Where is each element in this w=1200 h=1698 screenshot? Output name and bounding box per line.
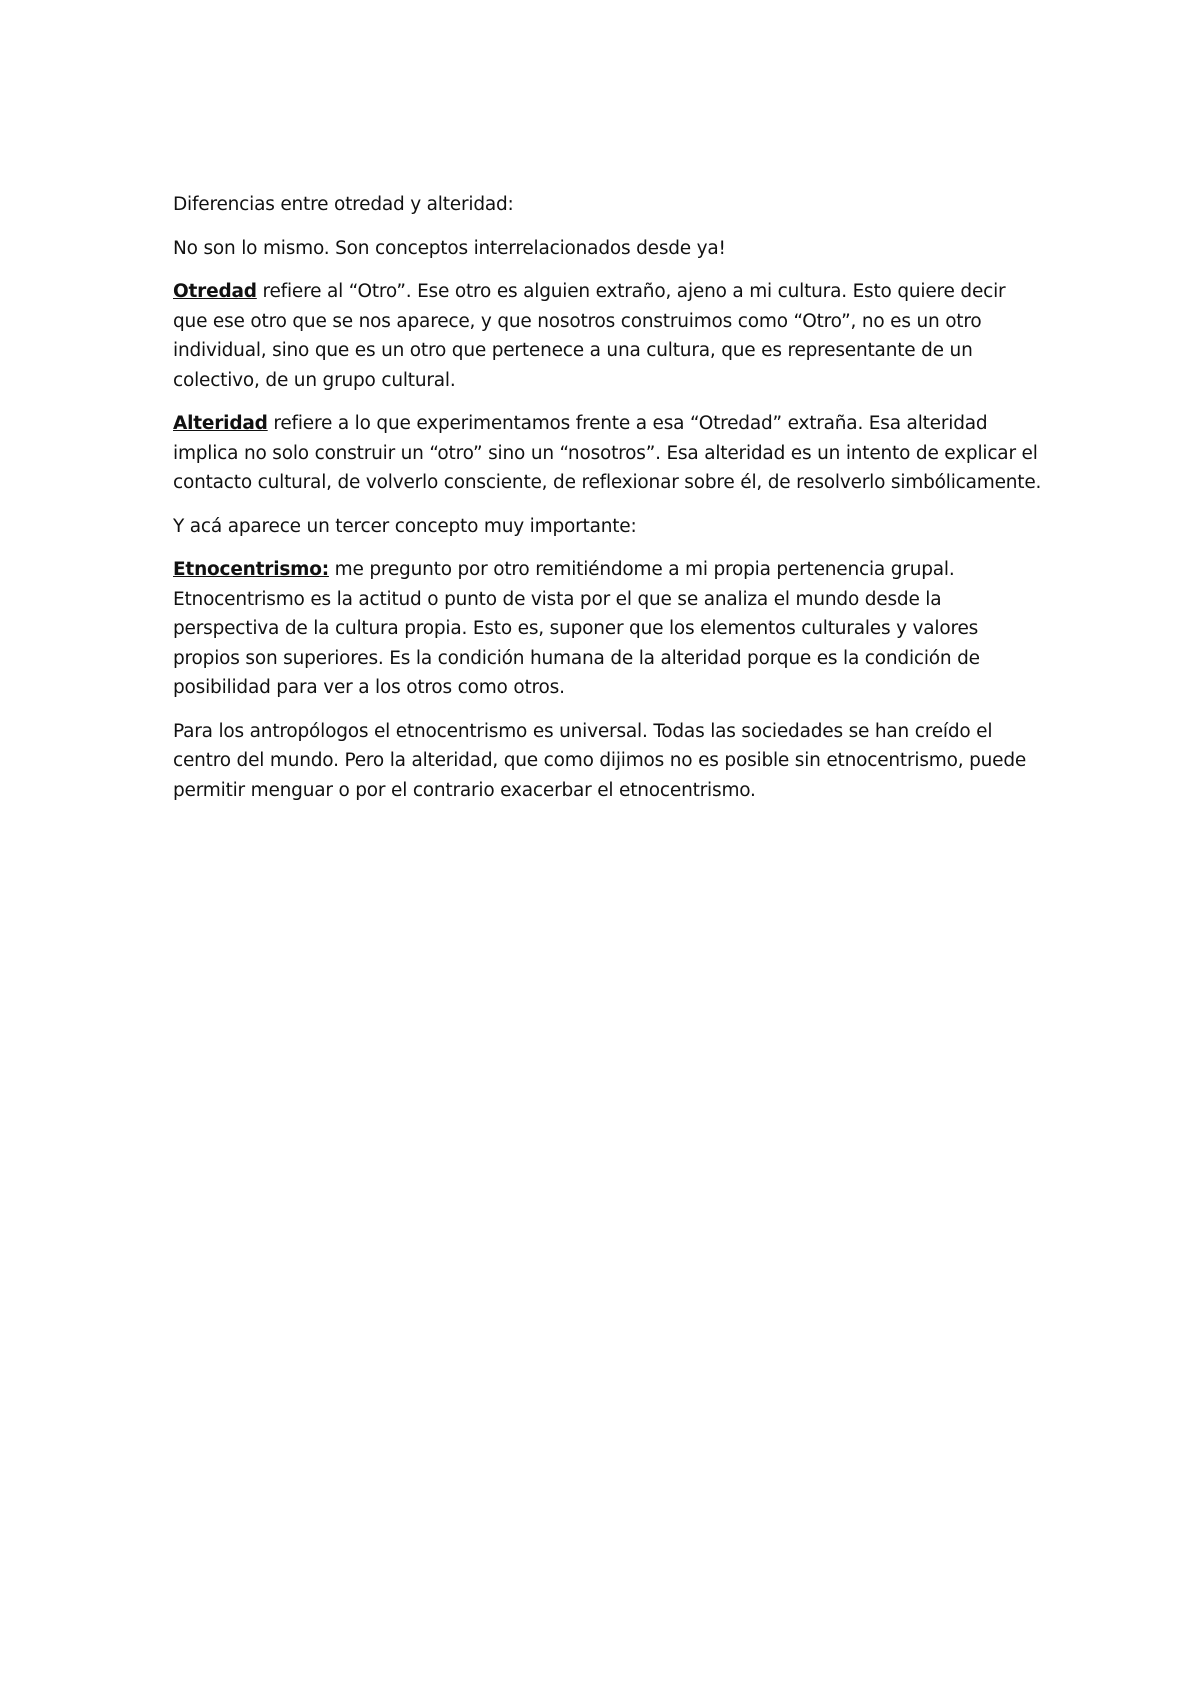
etnocentrismo-text: me pregunto por otro remitiéndome a mi propia pertenencia grupal. Etnocentrismo es la actitud o punto de vista por el que se analiza el mundo desde la perspectiva de la cultura propia. Esto es, suponer que los elementos culturales y valores propios son superiores. Es la condición humana de la alteridad porque es la condición de posibilidad para ver a los otros como otros. (173, 559, 980, 698)
closing-paragraph: Para los antropólogos el etnocentrismo es universal. Todas las sociedades se han creído el centro del mundo. Pero la alteridad, que como dijimos no es posible sin etnocentrismo, puede permitir menguar o por el contrario exacerbar el etnocentrismo. (173, 720, 1027, 801)
otredad-text: refiere al “Otro”. Ese otro es alguien extraño, ajeno a mi cultura. Esto quiere decir que ese otro que se nos aparece, y que nosotros construimos como “Otro”, no es un otro individual, sino que es un otro que pertenece a una cultura, que es representante de un colectivo, de un grupo cultural. (173, 281, 1006, 391)
otredad-paragraph (173, 277, 1043, 395)
alteridad-term: Alteridad (173, 413, 268, 434)
etnocentrismo-paragraph (173, 555, 1043, 703)
etnocentrismo-term: Etnocentrismo: (173, 559, 329, 580)
alteridad-paragraph (173, 409, 1043, 498)
intro-paragraph: No son lo mismo. Son conceptos interrelacionados desde ya! (173, 237, 726, 259)
document-body (173, 190, 1043, 819)
alteridad-text: refiere a lo que experimentamos frente a esa “Otredad” extraña. Esa alteridad implica no solo construir un “otro” sino un “nosotros”. Esa alteridad es un intento de explicar el contacto cultural, de volverlo consciente, de reflexionar sobre él, de resolverlo simbólicamente. (173, 413, 1042, 493)
otredad-term: Otredad (173, 281, 257, 302)
document-heading: Diferencias entre otredad y alteridad: (173, 194, 514, 215)
transition-paragraph: Y acá aparece un tercer concepto muy importante: (173, 515, 637, 537)
